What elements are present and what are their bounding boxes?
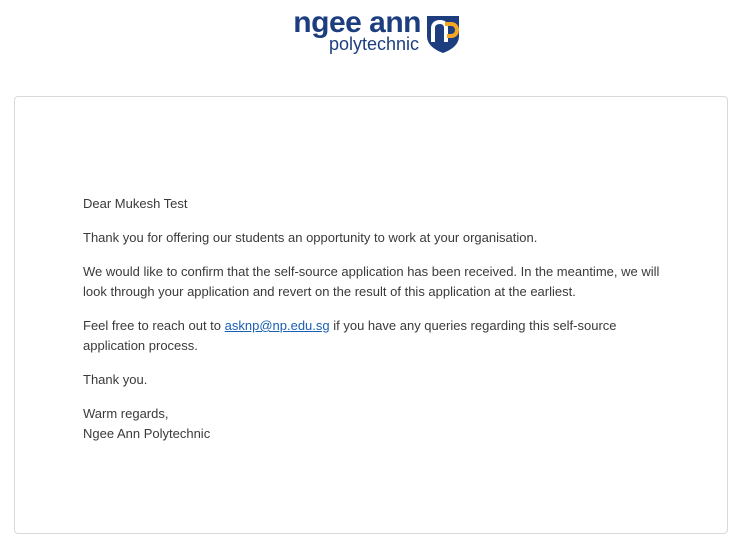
contact-text-after: if you have any queries regarding this self-source application process. — [83, 318, 617, 353]
logo-wordmark — [281, 6, 421, 58]
paragraph-contact — [83, 316, 663, 356]
closing-line: Warm regards, — [83, 406, 169, 421]
np-shield-icon — [425, 14, 461, 54]
contact-text-before: Feel free to reach out to — [83, 318, 225, 333]
paragraph-thanks-offer: Thank you for offering our students an opportunity to work at your organisation. — [83, 230, 538, 245]
logo-line2: polytechnic — [328, 34, 419, 54]
thank-you-line: Thank you. — [83, 372, 148, 387]
greeting: Dear Mukesh Test — [83, 196, 188, 211]
letter-body — [83, 194, 663, 458]
contact-email-link[interactable]: asknp@np.edu.sg — [224, 318, 330, 333]
logo-line1: ngee ann — [293, 6, 421, 39]
header-logo — [0, 6, 742, 58]
signature-line: Ngee Ann Polytechnic — [83, 426, 211, 441]
paragraph-confirmation: We would like to confirm that the self-source application has been received. In the meantime, we will look through your application and revert on the result of this application at the earliest. — [83, 264, 660, 299]
sign-off — [83, 404, 663, 444]
email-card — [14, 96, 728, 534]
